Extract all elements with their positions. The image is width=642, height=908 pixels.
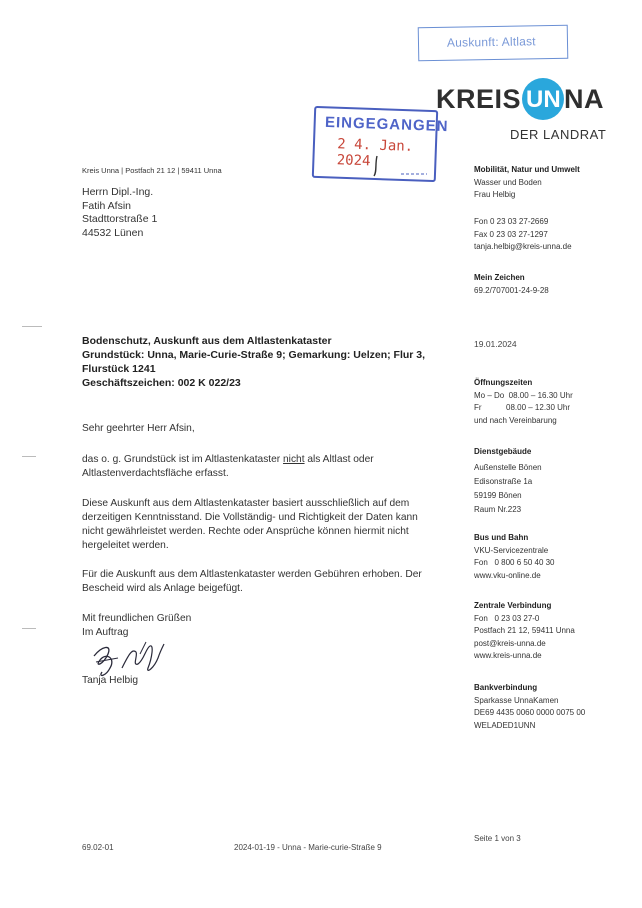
text-span: das o. g. Grundstück ist im Altlastenkataster <box>82 454 284 465</box>
recipient-address <box>82 186 157 240</box>
subject-block <box>82 334 442 390</box>
bank-block <box>474 682 585 732</box>
auskunft-stamp <box>418 25 569 62</box>
department-title: Mobilität, Natur und Umwelt <box>474 165 580 174</box>
building-block <box>474 446 542 517</box>
logo-text-na: NA <box>564 84 604 114</box>
transit-line: VKU-Servicezentrale <box>474 545 549 555</box>
hours-label: Öffnungszeiten <box>474 378 533 387</box>
department-person: Frau Helbig <box>474 190 516 199</box>
contact-block <box>474 216 572 254</box>
recipient-line: 44532 Lünen <box>82 226 144 239</box>
paragraph-line: derzeitigen Kenntnisstand. Die Vollständig- und Richtigkeit der Daten kann <box>82 512 418 523</box>
paragraph-line: hergeleitet werden. <box>82 540 169 551</box>
contact-fon: Fon 0 23 03 27-2669 <box>474 217 549 226</box>
subject-line: Geschäftszeichen: 002 K 022/23 <box>82 377 241 389</box>
contact-fax: Fax 0 23 03 27-1297 <box>474 229 548 239</box>
transit-line: Fon 0 800 6 50 40 30 <box>474 558 555 567</box>
signer-name: Tanja Helbig <box>82 675 139 686</box>
paragraph-3 <box>82 568 442 596</box>
auskunft-stamp-text: Auskunft: Altlast <box>446 34 536 50</box>
transit-line: www.vku-online.de <box>474 570 541 580</box>
paragraph-line: Altlastenverdachtsfläche erfasst. <box>82 468 229 479</box>
central-line: post@kreis-unna.de <box>474 638 546 648</box>
closing-line: Im Auftrag <box>82 627 129 638</box>
fold-mark <box>22 326 42 327</box>
salutation: Sehr geehrter Herr Afsin, <box>82 423 195 434</box>
received-stamp-head: EINGEGANGEN <box>324 113 449 136</box>
reference-block <box>474 272 549 297</box>
paragraph-line: Bescheid wird als Anlage beigefügt. <box>82 583 243 594</box>
punch-mark <box>22 456 36 457</box>
footer-center: 2024-01-19 - Unna - Marie-curie-Straße 9 <box>234 843 382 852</box>
building-line: Raum Nr.223 <box>474 504 522 514</box>
letter-date: 19.01.2024 <box>474 339 517 349</box>
fold-mark <box>22 628 36 629</box>
landrat-label: DER LANDRAT <box>510 127 607 142</box>
footer-left: 69.02-01 <box>82 843 114 852</box>
sender-line: Kreis Unna | Postfach 21 12 | 59411 Unna <box>82 166 222 175</box>
stamp-scribble <box>371 154 431 178</box>
logo-text-un: UN <box>526 86 561 113</box>
paragraph-line <box>82 453 442 467</box>
building-line: Außenstelle Bönen <box>474 462 542 472</box>
subject-line: Grundstück: Unna, Marie-Curie-Straße 9; Gemarkung: Uelzen; Flur 3, <box>82 349 426 361</box>
central-line: Postfach 21 12, 59411 Unna <box>474 626 575 635</box>
building-line: 59199 Bönen <box>474 490 522 500</box>
paragraph-line: Diese Auskunft aus dem Altlastenkataster basiert ausschließlich auf dem <box>82 498 410 509</box>
received-stamp-date: 2 4. Jan. 2024 <box>336 136 414 170</box>
text-span: als Altlast oder <box>304 454 374 465</box>
central-label: Zentrale Verbindung <box>474 601 552 610</box>
subject-line: Flurstück 1241 <box>82 363 156 375</box>
building-label: Dienstgebäude <box>474 447 532 456</box>
recipient-line: Herrn Dipl.-Ing. <box>82 186 154 198</box>
bank-line: WELADED1UNN <box>474 720 536 730</box>
reference-label: Mein Zeichen <box>474 273 525 282</box>
bank-line: DE69 4435 0060 0000 0075 00 <box>474 708 586 717</box>
logo-text-kreis: KREIS <box>436 84 522 114</box>
emphasis-nicht: nicht <box>283 454 305 465</box>
paragraph-line: nicht gewährleistet werden. Rechte oder Ansprüche können hiermit nicht <box>82 526 409 537</box>
recipient-line: Stadttorstraße 1 <box>82 213 158 225</box>
central-block <box>474 600 575 663</box>
hours-block <box>474 377 573 427</box>
transit-label: Bus und Bahn <box>474 533 529 542</box>
paragraph-1 <box>82 453 442 481</box>
central-line: www.kreis-unna.de <box>474 651 542 660</box>
hours-line: und nach Vereinbarung <box>474 415 557 425</box>
closing-line: Mit freundlichen Grüßen <box>82 613 192 624</box>
recipient-line: Fatih Afsin <box>82 199 132 212</box>
paragraph-line: Für die Auskunft aus dem Altlastenkataster werden Gebühren erhoben. Der <box>82 569 422 580</box>
paragraph-2 <box>82 497 442 553</box>
bank-line: Sparkasse UnnaKamen <box>474 695 559 705</box>
hours-line: Fr 08.00 – 12.30 Uhr <box>474 403 571 412</box>
subject-line: Bodenschutz, Auskunft aus dem Altlastenkataster <box>82 335 332 347</box>
reference-value: 69.2/707001-24-9-28 <box>474 285 549 295</box>
kreis-unna-logo <box>436 78 616 118</box>
hours-line: Mo – Do 08.00 – 16.30 Uhr <box>474 390 573 400</box>
central-line: Fon 0 23 03 27-0 <box>474 613 540 623</box>
footer-page: Seite 1 von 3 <box>474 834 521 843</box>
bank-label: Bankverbindung <box>474 683 538 692</box>
received-stamp <box>313 108 449 182</box>
contact-email: tanja.helbig@kreis-unna.de <box>474 242 572 251</box>
transit-block <box>474 532 555 582</box>
building-line: Edisonstraße 1a <box>474 476 533 486</box>
closing-block <box>82 612 442 640</box>
department-unit: Wasser und Boden <box>474 177 542 187</box>
department-block <box>474 164 580 202</box>
logo-circle <box>522 78 564 120</box>
